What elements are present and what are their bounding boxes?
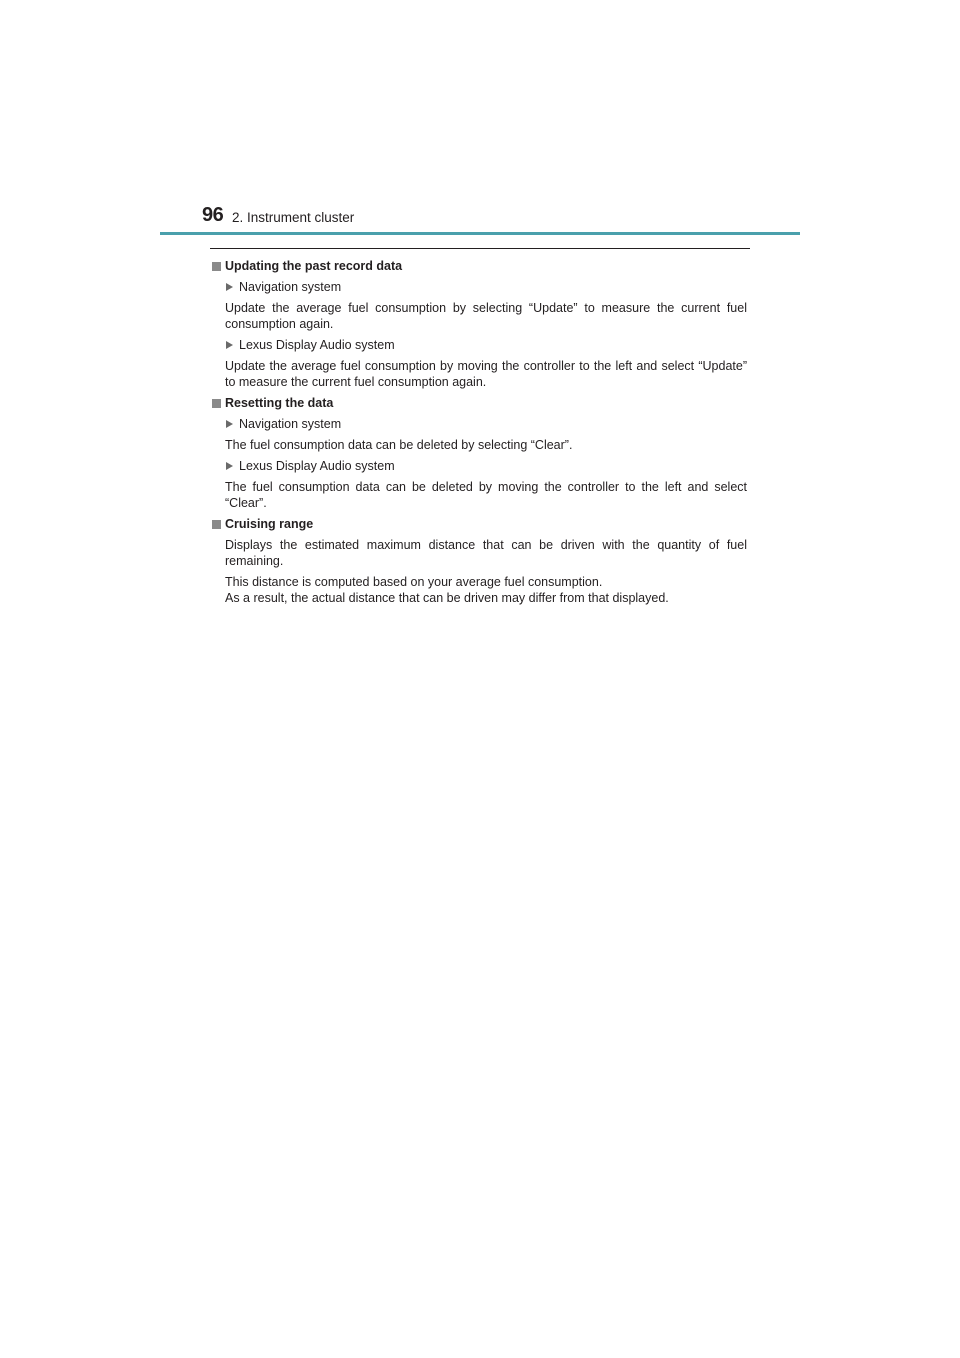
- triangle-bullet-icon: [226, 341, 233, 349]
- subsection-label-text: Navigation system: [239, 417, 342, 431]
- section-title-text: Resetting the data: [225, 396, 334, 410]
- subsection-label: [226, 279, 747, 295]
- subsection-label: [226, 416, 747, 432]
- body-paragraph: Update the average fuel consumption by selecting “Update” to measure the current fuel consumption again.: [225, 301, 747, 331]
- body-paragraph: The fuel consumption data can be deleted by moving the controller to the left and select “Clear”.: [225, 480, 747, 510]
- body-paragraph: Update the average fuel consumption by moving the controller to the left and select “Update” to measure the current fuel consumption again.: [225, 359, 747, 389]
- header-rule: [160, 232, 800, 235]
- body-paragraph: Displays the estimated maximum distance that can be driven with the quantity of fuel remaining.: [225, 538, 747, 568]
- square-bullet-icon: [212, 520, 221, 529]
- body-paragraph: As a result, the actual distance that can be driven may differ from that displayed.: [225, 591, 669, 605]
- section-title-text: Updating the past record data: [225, 259, 403, 273]
- triangle-bullet-icon: [226, 420, 233, 428]
- section-updating: [212, 258, 747, 390]
- body-paragraph: This distance is computed based on your average fuel consumption.: [225, 575, 603, 589]
- body-paragraph: The fuel consumption data can be deleted by selecting “Clear”.: [225, 438, 573, 452]
- section-title: [212, 258, 747, 274]
- subsection-label: [226, 337, 747, 353]
- subsection-label: [226, 458, 747, 474]
- square-bullet-icon: [212, 399, 221, 408]
- section-divider: [210, 248, 750, 249]
- square-bullet-icon: [212, 262, 221, 271]
- chapter-title: 2. Instrument cluster: [232, 210, 355, 225]
- subsection-label-text: Navigation system: [239, 280, 342, 294]
- section-cruising-range: [212, 516, 747, 606]
- section-resetting: [212, 395, 747, 511]
- triangle-bullet-icon: [226, 283, 233, 291]
- page-number: 96: [202, 204, 224, 226]
- section-title: [212, 516, 747, 532]
- section-title: [212, 395, 747, 411]
- page-content: [212, 258, 747, 611]
- page-header: [160, 200, 800, 236]
- section-title-text: Cruising range: [225, 517, 314, 531]
- subsection-label-text: Lexus Display Audio system: [239, 459, 395, 473]
- subsection-label-text: Lexus Display Audio system: [239, 338, 395, 352]
- triangle-bullet-icon: [226, 462, 233, 470]
